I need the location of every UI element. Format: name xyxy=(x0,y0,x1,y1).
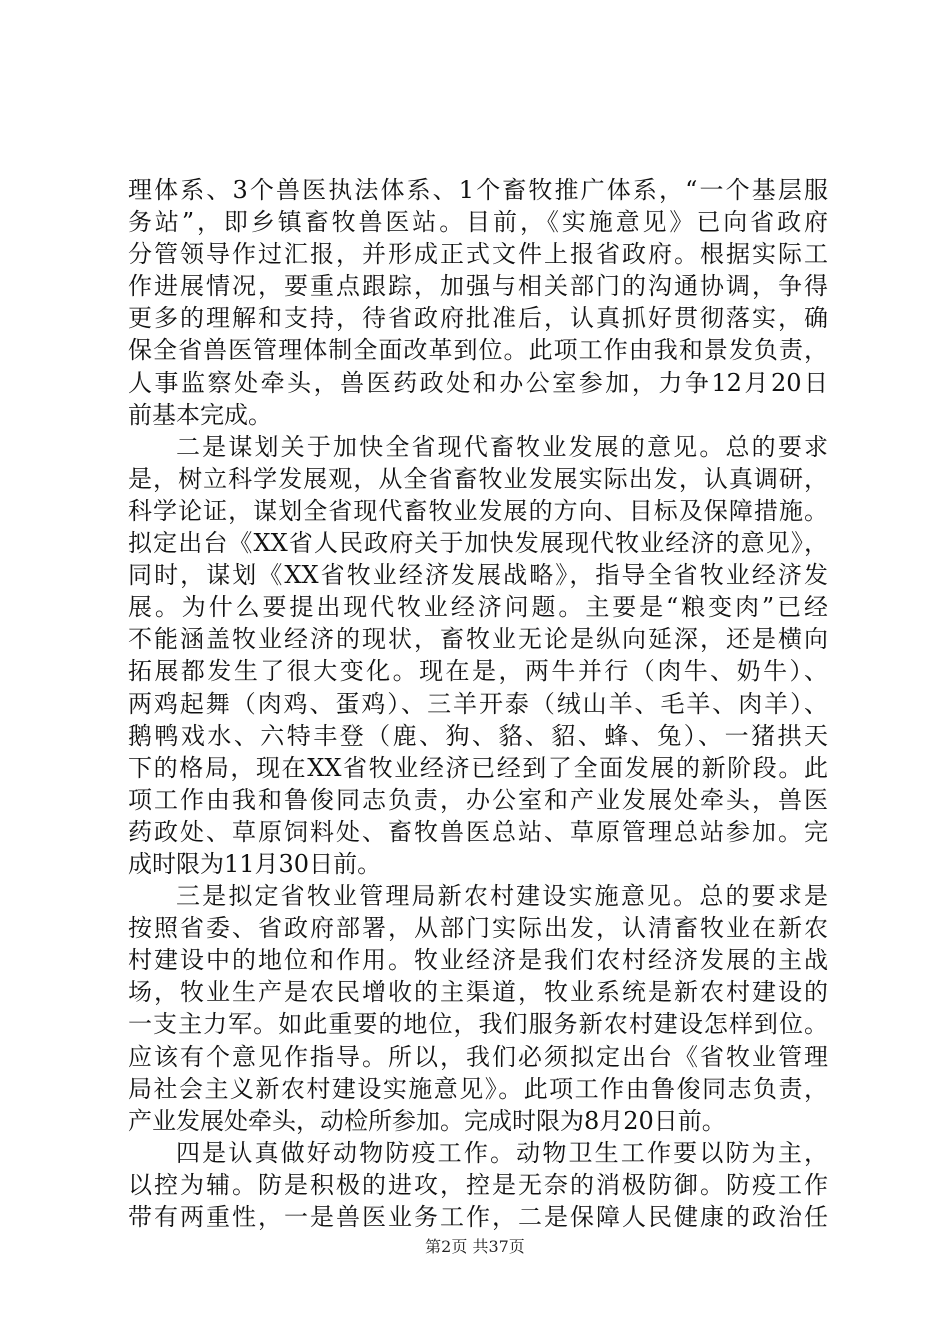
text-line: 展。为什么要提出现代牧业经济问题。主要是“粮变肉”已经 xyxy=(128,593,828,622)
text-line: 科学论证，谋划全省现代畜牧业发展的方向、目标及保障措施。 xyxy=(128,496,828,525)
text-line: 场，牧业生产是农民增收的主渠道，牧业系统是新农村建设的 xyxy=(128,978,828,1007)
text-line: 前基本完成。 xyxy=(128,400,272,429)
text-line: 同时，谋划《XX省牧业经济发展战略》，指导全省牧业经济发 xyxy=(128,561,828,590)
text-line: 鹅鸭戏水、六特丰登（鹿、狗、貉、貂、蜂、兔）、一猪拱天 xyxy=(128,721,828,750)
text-line: 拟定出台《XX省人民政府关于加快发展现代牧业经济的意见》， xyxy=(128,529,828,558)
text-line: 作进展情况，要重点跟踪，加强与相关部门的沟通协调，争得 xyxy=(128,272,828,301)
text-line: 理体系、3个兽医执法体系、1个畜牧推广体系，“一个基层服 xyxy=(128,176,828,204)
text-line: 不能涵盖牧业经济的现状，畜牧业无论是纵向延深，还是横向 xyxy=(128,625,828,654)
text-line: 成时限为11月30日前。 xyxy=(128,849,382,878)
text-line: 产业发展处牵头，动检所参加。完成时限为8月20日前。 xyxy=(128,1106,726,1135)
text-line: 三是拟定省牧业管理局新农村建设实施意见。总的要求是 xyxy=(176,882,828,911)
text-line: 带有两重性，一是兽医业务工作，二是保障人民健康的政治任 xyxy=(128,1203,828,1231)
text-line: 以控为辅。防是积极的进攻，控是无奈的消极防御。防疫工作 xyxy=(128,1170,828,1199)
text-line: 村建设中的地位和作用。牧业经济是我们农村经济发展的主战 xyxy=(128,946,828,975)
text-line: 项工作由我和鲁俊同志负责，办公室和产业发展处牵头，兽医 xyxy=(128,785,828,814)
text-line: 下的格局，现在XX省牧业经济已经到了全面发展的新阶段。此 xyxy=(128,753,828,782)
text-line: 两鸡起舞（肉鸡、蛋鸡）、三羊开泰（绒山羊、毛羊、肉羊）、 xyxy=(128,689,828,718)
text-line: 是，树立科学发展观，从全省畜牧业发展实际出发，认真调研， xyxy=(128,464,828,493)
text-line: 一支主力军。如此重要的地位，我们服务新农村建设怎样到位。 xyxy=(128,1010,828,1039)
text-line: 二是谋划关于加快全省现代畜牧业发展的意见。总的要求 xyxy=(176,432,828,461)
text-line: 按照省委、省政府部署，从部门实际出发，认清畜牧业在新农 xyxy=(128,914,828,943)
text-line: 药政处、草原饲料处、畜牧兽医总站、草原管理总站参加。完 xyxy=(128,817,828,846)
text-line: 局社会主义新农村建设实施意见》。此项工作由鲁俊同志负责， xyxy=(128,1074,828,1103)
text-line: 四是认真做好动物防疫工作。动物卫生工作要以防为主， xyxy=(176,1138,828,1167)
text-line: 保全省兽医管理体制全面改革到位。此项工作由我和景发负责， xyxy=(128,336,828,365)
document-body xyxy=(128,174,828,1233)
text-line: 务站”，即乡镇畜牧兽医站。目前，《实施意见》已向省政府 xyxy=(128,208,828,237)
text-line: 应该有个意见作指导。所以，我们必须拟定出台《省牧业管理 xyxy=(128,1042,828,1071)
text-line: 分管领导作过汇报，并形成正式文件上报省政府。根据实际工 xyxy=(128,240,828,269)
text-line: 人事监察处牵头，兽医药政处和办公室参加，力争12月20日 xyxy=(128,368,828,397)
text-line: 拓展都发生了很大变化。现在是，两牛并行（肉牛、奶牛）、 xyxy=(128,657,828,686)
page-footer: 第2页 共37页 xyxy=(425,1237,525,1256)
text-line: 更多的理解和支持，待省政府批准后，认真抓好贯彻落实，确 xyxy=(128,304,828,333)
